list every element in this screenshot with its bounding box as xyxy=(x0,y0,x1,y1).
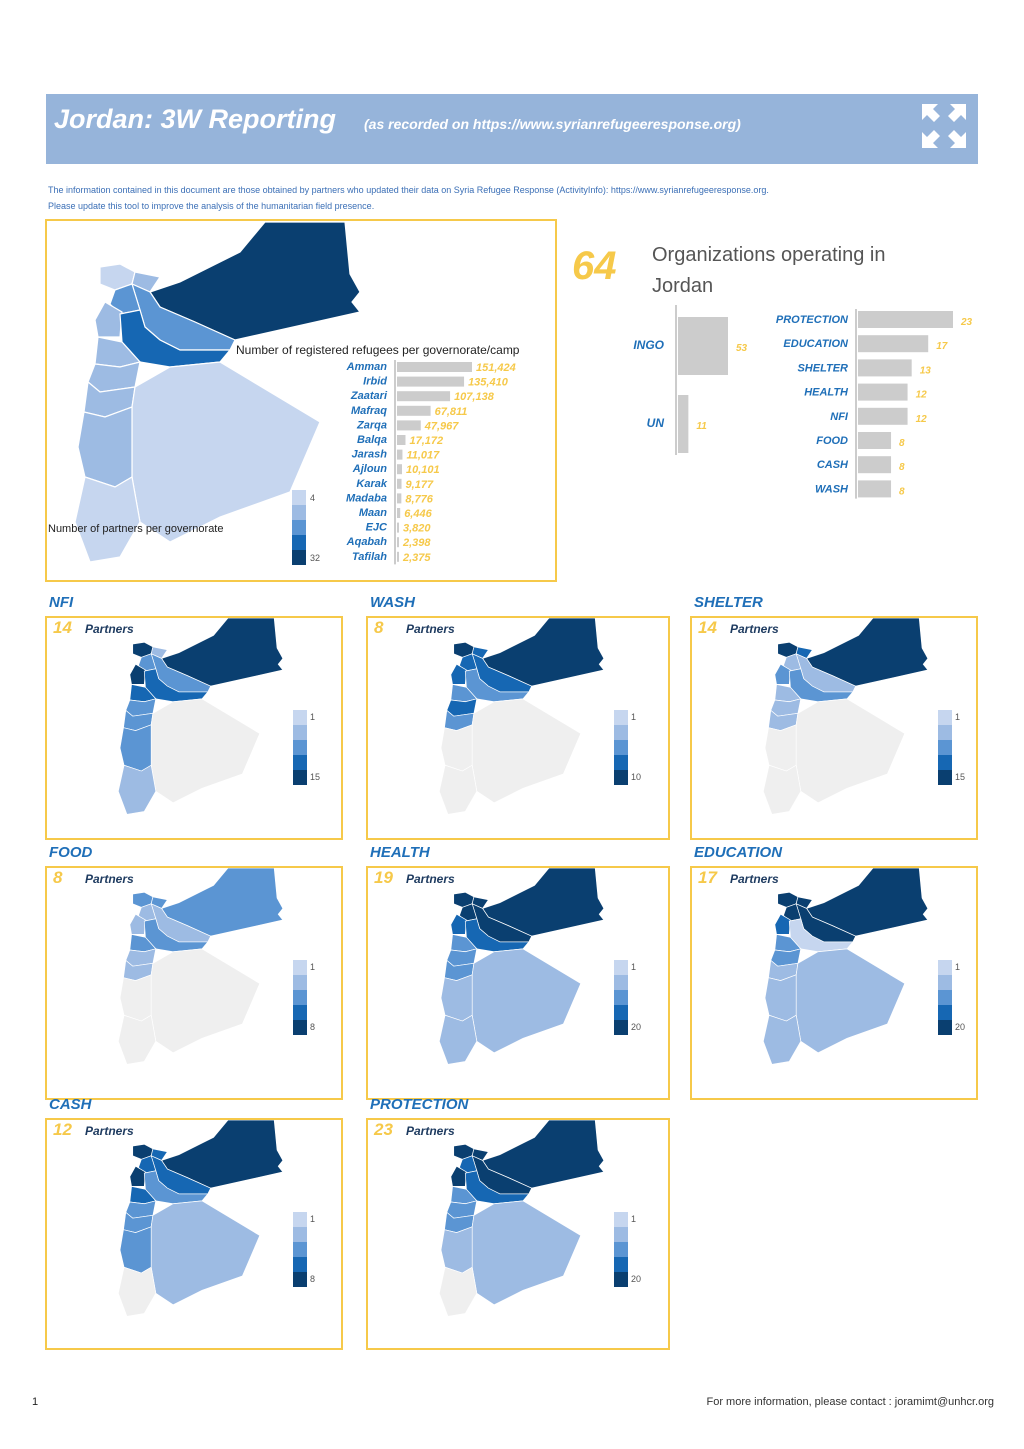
refugee-value-label: 135,410 xyxy=(468,376,508,389)
refugee-category-label: Zarqa xyxy=(357,419,387,432)
sector-chart-bar xyxy=(858,456,891,473)
sector-chart-bar xyxy=(858,432,891,449)
sector-legend-min: 1 xyxy=(310,962,316,972)
refugee-value-label: 3,820 xyxy=(403,522,431,535)
sector-partner-count: 12 xyxy=(53,1120,72,1139)
governorate-region xyxy=(796,699,905,803)
governorate-region xyxy=(118,1015,156,1064)
sector-partners-label: Partners xyxy=(406,1124,455,1138)
refugee-bar xyxy=(397,493,401,503)
sector-legend-max: 15 xyxy=(955,772,966,782)
legend-swatch xyxy=(938,740,952,755)
legend-swatch xyxy=(293,1005,307,1020)
refugee-category-label: EJC xyxy=(365,521,387,534)
sector-map xyxy=(97,618,307,823)
sector-partner-count: 8 xyxy=(374,618,384,637)
legend-swatch xyxy=(614,1227,628,1242)
org-type-bar xyxy=(678,395,688,453)
legend-swatch xyxy=(614,1212,628,1227)
sector-chart-value: 17 xyxy=(936,341,948,353)
governorate-region xyxy=(765,975,796,1021)
legend-swatch xyxy=(614,990,628,1005)
sector-legend xyxy=(614,960,628,1036)
sector-legend xyxy=(614,710,628,786)
refugee-bar xyxy=(397,464,402,474)
sector-legend xyxy=(938,960,952,1036)
governorate-region xyxy=(120,1227,151,1273)
refugee-bar xyxy=(397,479,402,489)
sector-legend-max: 20 xyxy=(631,1022,642,1032)
refugee-category-label: Madaba xyxy=(346,492,387,505)
info-text xyxy=(48,182,978,214)
partners-legend-label: Number of partners per governorate xyxy=(48,523,224,535)
legend-swatch xyxy=(938,770,952,785)
organizations-title: Organizations operating in Jordan xyxy=(652,244,886,297)
legend-swatch xyxy=(614,1005,628,1020)
org-type-value: 11 xyxy=(696,421,707,432)
refugee-value-label: 6,446 xyxy=(404,508,432,520)
overview-legend-min: 4 xyxy=(310,493,316,503)
refugee-value-label: 151,424 xyxy=(476,362,516,374)
governorate-region xyxy=(472,1201,581,1305)
page-title: Jordan: 3W Reporting xyxy=(54,104,336,134)
legend-swatch xyxy=(293,755,307,770)
org-type-value: 53 xyxy=(736,343,748,354)
legend-swatch xyxy=(938,960,952,975)
sector-partners-label: Partners xyxy=(85,1124,134,1138)
sector-legend-max: 20 xyxy=(631,1274,642,1284)
sector-map xyxy=(97,1120,307,1325)
legend-swatch xyxy=(292,490,306,505)
sector-title: SHELTER xyxy=(694,594,763,611)
legend-swatch xyxy=(293,975,307,990)
refugee-category-label: Amman xyxy=(346,361,387,373)
legend-swatch xyxy=(614,755,628,770)
legend-swatch xyxy=(292,520,306,535)
sector-title: WASH xyxy=(370,594,415,611)
legend-swatch xyxy=(614,960,628,975)
sector-legend-max: 20 xyxy=(955,1022,966,1032)
sector-title: EDUCATION xyxy=(694,844,783,861)
refugee-bar xyxy=(397,377,464,387)
governorate-region xyxy=(120,725,151,771)
contact-info: For more information, please contact : joramimt@unhcr.org xyxy=(706,1396,994,1408)
legend-swatch xyxy=(614,1020,628,1035)
page-number: 1 xyxy=(32,1396,39,1408)
legend-swatch xyxy=(938,990,952,1005)
sector-chart-label: HEALTH xyxy=(804,386,848,399)
legend-swatch xyxy=(938,1005,952,1020)
sector-map xyxy=(742,618,952,823)
refugee-bar xyxy=(397,406,431,416)
org-type-label: UN xyxy=(646,416,664,430)
legend-swatch xyxy=(293,1020,307,1035)
legend-swatch xyxy=(614,740,628,755)
refugee-value-label: 2,375 xyxy=(403,551,431,564)
sector-chart-label: NFI xyxy=(830,410,848,423)
sector-partners-label: Partners xyxy=(730,622,779,636)
legend-swatch xyxy=(292,505,306,520)
sector-title: NFI xyxy=(49,594,74,611)
sector-partner-count: 23 xyxy=(374,1120,393,1139)
legend-swatch xyxy=(938,710,952,725)
sector-chart-bar xyxy=(858,335,928,352)
legend-swatch xyxy=(293,1272,307,1287)
governorate-region xyxy=(151,1201,260,1305)
governorate-region xyxy=(120,975,151,1021)
legend-swatch xyxy=(293,990,307,1005)
header-banner xyxy=(46,94,978,164)
governorate-region xyxy=(151,699,260,803)
sector-legend-min: 1 xyxy=(310,1214,316,1224)
sector-partners-label: Partners xyxy=(730,872,779,886)
sector-partner-count: 14 xyxy=(698,618,717,637)
sector-map xyxy=(418,1120,628,1325)
sector-legend-min: 1 xyxy=(955,962,961,972)
legend-swatch xyxy=(614,1272,628,1287)
sector-legend-max: 8 xyxy=(310,1022,316,1032)
sector-chart-label: CASH xyxy=(816,459,848,472)
legend-swatch xyxy=(938,1020,952,1035)
legend-swatch xyxy=(292,550,306,565)
sector-partners-label: Partners xyxy=(406,872,455,886)
sector-partners-label: Partners xyxy=(406,622,455,636)
legend-swatch xyxy=(292,535,306,550)
governorate-region xyxy=(118,765,156,814)
overview-legend-max: 32 xyxy=(310,553,321,563)
legend-swatch xyxy=(938,755,952,770)
refugee-category-label: Ajloun xyxy=(352,463,387,476)
sector-legend-min: 1 xyxy=(310,712,316,722)
refugees-chart-title: Number of registered refugees per governorate/camp xyxy=(236,343,520,357)
legend-swatch xyxy=(293,1242,307,1257)
legend-swatch xyxy=(614,770,628,785)
sector-chart-label: PROTECTION xyxy=(775,314,848,326)
info-line-1: The information contained in this document are those obtained by partners who updated their data on Syria Refugee Response (ActivityInfo): https://www.syrianrefugeeresponse.org. xyxy=(48,185,769,195)
refugee-category-label: Tafilah xyxy=(351,550,387,563)
sector-map xyxy=(97,868,307,1073)
legend-swatch xyxy=(293,1227,307,1242)
legend-swatch xyxy=(293,710,307,725)
governorate-region xyxy=(765,725,796,771)
sector-legend-max: 15 xyxy=(310,772,321,782)
sector-partners-label: Partners xyxy=(85,872,134,886)
sector-bar-chart xyxy=(760,305,980,500)
governorate-region xyxy=(78,407,132,487)
page-subtitle: (as recorded on https://www.syrianrefugeeresponse.org) xyxy=(364,116,741,132)
org-type-bar-chart xyxy=(620,305,760,460)
sector-chart-value: 12 xyxy=(915,389,927,401)
sector-chart-bar xyxy=(858,408,908,425)
sector-legend xyxy=(614,1212,628,1288)
refugee-category-label: Aqabah xyxy=(346,536,387,549)
sector-chart-value: 23 xyxy=(961,317,973,328)
refugee-bar xyxy=(397,435,406,445)
legend-swatch xyxy=(293,725,307,740)
governorate-region xyxy=(439,765,477,814)
legend-swatch xyxy=(614,725,628,740)
legend-swatch xyxy=(614,975,628,990)
legend-swatch xyxy=(293,1257,307,1272)
governorate-region xyxy=(472,949,581,1053)
legend-swatch xyxy=(293,960,307,975)
refugee-bar xyxy=(397,420,421,430)
sector-legend xyxy=(938,710,952,786)
refugees-bar-chart xyxy=(300,360,550,572)
legend-swatch xyxy=(614,1257,628,1272)
refugee-value-label: 8,776 xyxy=(405,493,433,506)
refugee-value-label: 17,172 xyxy=(409,435,444,447)
refugee-value-label: 11,017 xyxy=(406,449,440,462)
sector-chart-label: WASH xyxy=(815,483,848,496)
sector-partner-count: 14 xyxy=(53,618,72,637)
governorate-region xyxy=(439,1015,477,1064)
sector-partners-label: Partners xyxy=(85,622,134,636)
sector-title: CASH xyxy=(49,1096,92,1113)
sector-legend-min: 1 xyxy=(955,712,961,722)
sector-chart-value: 13 xyxy=(919,365,931,377)
legend-swatch xyxy=(614,1242,628,1257)
sector-chart-value: 12 xyxy=(915,413,927,425)
sector-chart-label: FOOD xyxy=(816,435,848,447)
governorate-region xyxy=(472,699,581,803)
sector-chart-value: 8 xyxy=(899,462,905,474)
refugee-bar xyxy=(397,362,472,372)
governorate-region xyxy=(118,1267,156,1316)
org-type-label: INGO xyxy=(633,338,664,352)
governorate-region xyxy=(441,725,472,771)
refugee-value-label: 47,967 xyxy=(424,420,459,433)
refugee-value-label: 9,177 xyxy=(405,478,434,491)
refugee-value-label: 67,811 xyxy=(434,405,468,418)
refugee-bar xyxy=(397,508,400,518)
info-line-2: Please update this tool to improve the analysis of the humanitarian field presence. xyxy=(48,201,375,211)
sector-legend-min: 1 xyxy=(631,962,637,972)
sector-chart-bar xyxy=(858,311,953,328)
refugee-bar xyxy=(397,537,399,547)
refugee-category-label: Irbid xyxy=(363,375,387,388)
org-type-bar xyxy=(678,317,728,375)
refugee-category-label: Zaatari xyxy=(350,390,387,403)
arrows-logo-icon xyxy=(918,100,970,152)
refugee-bar xyxy=(397,552,399,562)
sector-title: PROTECTION xyxy=(370,1096,469,1113)
sector-legend-min: 1 xyxy=(631,1214,637,1224)
governorate-region xyxy=(763,1015,801,1064)
sector-legend xyxy=(293,960,307,1036)
sector-legend xyxy=(293,710,307,786)
sector-chart-bar xyxy=(858,384,908,401)
refugee-category-label: Maan xyxy=(358,507,387,519)
sector-map xyxy=(418,868,628,1073)
refugee-category-label: Karak xyxy=(356,477,387,490)
refugee-category-label: Jarash xyxy=(351,448,387,461)
governorate-region xyxy=(441,975,472,1021)
sector-chart-label: EDUCATION xyxy=(783,338,848,351)
sector-chart-label: SHELTER xyxy=(797,362,848,375)
sector-partner-count: 8 xyxy=(53,868,63,887)
governorate-region xyxy=(75,477,140,562)
refugee-bar xyxy=(397,523,399,533)
sector-map xyxy=(742,868,952,1073)
refugee-category-label: Mafraq xyxy=(350,404,387,417)
governorate-region xyxy=(441,1227,472,1273)
governorate-region xyxy=(796,949,905,1053)
sector-title: HEALTH xyxy=(370,844,430,861)
refugee-value-label: 107,138 xyxy=(454,391,494,404)
legend-swatch xyxy=(938,975,952,990)
organizations-count: 64 xyxy=(572,244,617,288)
refugee-category-label: Balqa xyxy=(357,434,387,446)
sector-chart-value: 8 xyxy=(899,486,905,498)
sector-legend-max: 8 xyxy=(310,1274,316,1284)
sector-chart-bar xyxy=(858,359,912,376)
legend-swatch xyxy=(614,710,628,725)
sector-partner-count: 19 xyxy=(374,868,393,887)
refugee-bar xyxy=(397,450,402,460)
sector-legend xyxy=(293,1212,307,1288)
governorate-region xyxy=(439,1267,477,1316)
sector-partner-count: 17 xyxy=(698,868,717,887)
governorate-region xyxy=(151,949,260,1053)
legend-swatch xyxy=(293,770,307,785)
sector-chart-bar xyxy=(858,480,891,497)
refugee-bar xyxy=(397,391,450,401)
legend-swatch xyxy=(293,1212,307,1227)
legend-swatch xyxy=(938,725,952,740)
sector-title: FOOD xyxy=(49,844,93,861)
sector-legend-min: 1 xyxy=(631,712,637,722)
governorate-region xyxy=(763,765,801,814)
refugee-value-label: 10,101 xyxy=(406,464,440,477)
legend-swatch xyxy=(293,740,307,755)
sector-chart-value: 8 xyxy=(899,438,905,449)
refugee-value-label: 2,398 xyxy=(403,537,431,550)
sector-legend-max: 10 xyxy=(631,772,642,782)
sector-map xyxy=(418,618,628,823)
overview-legend xyxy=(292,490,306,566)
